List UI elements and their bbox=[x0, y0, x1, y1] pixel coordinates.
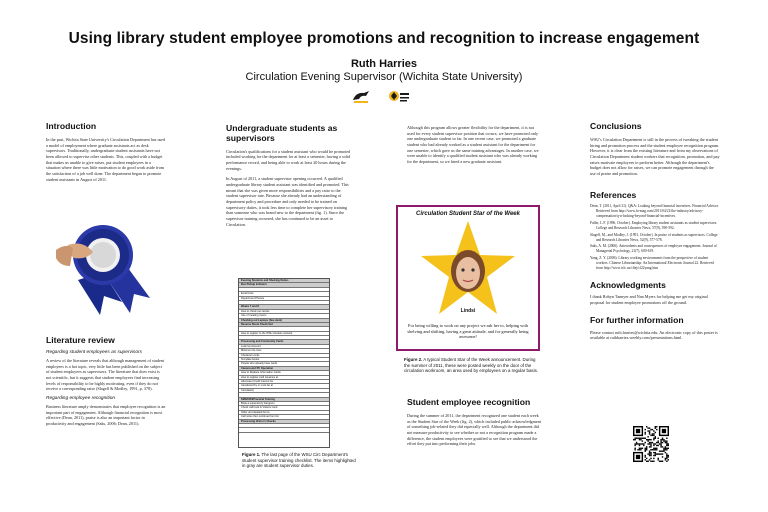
qr-module bbox=[653, 455, 654, 456]
qr-module bbox=[660, 443, 661, 444]
qr-module bbox=[650, 461, 651, 462]
author-name: Ruth Harries bbox=[350, 58, 418, 70]
qr-module bbox=[668, 459, 669, 460]
undergrad-heading: Undergraduate students as supervisors bbox=[226, 123, 338, 143]
qr-module bbox=[650, 455, 651, 456]
qr-module bbox=[639, 439, 640, 440]
qr-module bbox=[645, 448, 646, 449]
qr-module bbox=[637, 449, 638, 450]
qr-module bbox=[660, 461, 661, 462]
qr-module bbox=[655, 426, 656, 427]
qr-module bbox=[653, 430, 654, 431]
poster-title: Using library student employee promotions and recognition to increase engagement bbox=[68, 30, 700, 47]
qr-module bbox=[647, 453, 648, 454]
qr-module bbox=[662, 453, 663, 454]
qr-module bbox=[656, 453, 657, 454]
qr-module bbox=[649, 439, 650, 440]
literature-text-recognition: Business literature amply demonstrates that employee recognition is an important part of engagement. Although financial recognition is most effective (Dean, 2011), praise is also an important factor in productivity and engagement (Saks, 2006; Dean, 2011). bbox=[46, 403, 166, 426]
checklist-row: Weeks 7 and 8 bbox=[239, 305, 329, 309]
qr-module bbox=[649, 430, 650, 431]
qr-module bbox=[649, 455, 650, 456]
qr-module bbox=[653, 435, 654, 436]
qr-module bbox=[650, 446, 651, 447]
qr-module bbox=[656, 429, 657, 430]
star-quote: For being willing to work on any project we ask her to, helping with shelving and shifting, having a great attitude, and for generally being awesome! bbox=[407, 323, 529, 340]
author-affiliation: Circulation Evening Supervisor (Wichita State University) bbox=[245, 71, 523, 83]
qr-module bbox=[657, 459, 658, 460]
qr-module bbox=[662, 456, 663, 457]
references-list bbox=[590, 204, 720, 270]
figure-1-caption bbox=[242, 452, 357, 469]
qr-module bbox=[666, 443, 667, 444]
qr-module bbox=[662, 442, 663, 443]
undergrad-text-2: In August of 2011, a student supervisor opening occurred. A qualified undergraduate library student assistant was identified and promoted. This meant that she was given more responsibilities and a pay raise to the student supervisor rate. Because she already had an understanding of department policy and procedure and only needed to be trained on supervisory duties, it took less time to complete her supervisory training than someone who was brand new to the department (fig. 1). Since the supervisor training occurred, she has continued to be an asset to Circulation. bbox=[226, 176, 349, 227]
literature-heading: Literature review bbox=[46, 335, 115, 345]
acknowledgments-heading: Acknowledgments bbox=[590, 279, 666, 290]
qr-module bbox=[657, 440, 658, 441]
qr-module bbox=[650, 453, 651, 454]
qr-module bbox=[640, 443, 641, 444]
qr-module bbox=[666, 458, 667, 459]
qr-module bbox=[666, 438, 667, 439]
qr-module bbox=[634, 443, 635, 444]
qr-module bbox=[666, 445, 667, 446]
reference-item: Fuller, L.F. (1996, October). Employing library student assistants as student supervisors. College and Research Libraries News, 57(9), 590-592. bbox=[590, 220, 718, 230]
qr-module bbox=[634, 445, 635, 446]
wsu-shocker-logo bbox=[352, 90, 370, 104]
qr-module bbox=[636, 443, 637, 444]
checklist-row: How to check out carrels bbox=[239, 310, 329, 314]
column-3 bbox=[407, 125, 542, 165]
qr-module bbox=[659, 443, 660, 444]
checklist-row: Book a supervisory hangover bbox=[239, 402, 329, 406]
qr-module bbox=[655, 436, 656, 437]
qr-module bbox=[668, 445, 669, 446]
qr-module bbox=[655, 427, 656, 428]
checklist-row: Other and detailed forms bbox=[239, 411, 329, 415]
column-4 bbox=[590, 122, 720, 341]
qr-module bbox=[663, 440, 664, 441]
qr-module bbox=[649, 443, 650, 444]
qr-module bbox=[647, 436, 648, 437]
qr-module bbox=[649, 433, 650, 434]
conclusions-text: WSU's Circulation Department is still in the process of tweaking the student hiring and promotion process and the student employee recognition program. However, it is clear from the existing literature and from my observations of Circulation Department student workers that recognition, promotion, and pay raises motivate employees to perform better. Although the department's budget does not allow for raises, we can promote engagement through the use of praise and promotion. bbox=[590, 136, 720, 176]
qr-module bbox=[653, 443, 654, 444]
qr-module bbox=[657, 445, 658, 446]
qr-module bbox=[634, 448, 635, 449]
checklist-row: Processing Visitor's Checks bbox=[239, 420, 329, 424]
qr-module bbox=[653, 461, 654, 462]
qr-module bbox=[662, 450, 663, 451]
qr-module bbox=[645, 438, 646, 439]
qr-module bbox=[662, 439, 663, 440]
qr-module bbox=[662, 446, 663, 447]
qr-module bbox=[662, 438, 663, 439]
qr-module bbox=[645, 433, 646, 434]
qr-module bbox=[653, 452, 654, 453]
qr-module bbox=[645, 432, 646, 433]
qr-module bbox=[645, 455, 646, 456]
introduction-text: In the past, Wichita State University's Circulation Department has used a model of employment where graduate assistants act as desk supervisors. Traditionally, undergraduate student assistants have not been allowed to supervise other students. This, coupled with a budget that makes us unable to give raises, put student employees in a situation where there was little motivation to do good work aside from the satisfaction of a job well done. The department began to promote student assistants in August of 2011. bbox=[46, 136, 166, 182]
references-heading: References bbox=[590, 189, 637, 200]
qr-module bbox=[665, 448, 666, 449]
qr-module bbox=[645, 450, 646, 451]
qr-module bbox=[656, 426, 657, 427]
qr-module bbox=[657, 453, 658, 454]
qr-module bbox=[655, 453, 656, 454]
qr-module bbox=[652, 435, 653, 436]
qr-module bbox=[643, 438, 644, 439]
qr-module bbox=[649, 427, 650, 428]
qr-module bbox=[660, 445, 661, 446]
qr-module bbox=[655, 448, 656, 449]
column-1 bbox=[46, 122, 166, 182]
recognition-heading: Student employee recognition bbox=[407, 397, 531, 407]
qr-code-icon[interactable] bbox=[633, 426, 669, 462]
qr-module bbox=[640, 438, 641, 439]
qr-module bbox=[642, 448, 643, 449]
qr-module bbox=[646, 446, 647, 447]
qr-module bbox=[666, 448, 667, 449]
qr-module bbox=[655, 455, 656, 456]
qr-module bbox=[640, 439, 641, 440]
qr-module bbox=[646, 461, 647, 462]
qr-module bbox=[652, 461, 653, 462]
qr-module bbox=[656, 449, 657, 450]
qr-module bbox=[650, 443, 651, 444]
qr-module bbox=[660, 446, 661, 447]
qr-module bbox=[655, 438, 656, 439]
qr-module bbox=[657, 458, 658, 459]
qr-module bbox=[657, 442, 658, 443]
qr-module bbox=[639, 443, 640, 444]
qr-module bbox=[647, 461, 648, 462]
qr-module bbox=[666, 453, 667, 454]
qr-module bbox=[665, 449, 666, 450]
conclusions-heading: Conclusions bbox=[590, 121, 642, 131]
qr-module bbox=[660, 439, 661, 440]
qr-module bbox=[653, 439, 654, 440]
qr-module bbox=[657, 438, 658, 439]
qr-module bbox=[662, 461, 663, 462]
column-2 bbox=[226, 124, 351, 227]
qr-module bbox=[650, 439, 651, 440]
qr-module bbox=[663, 439, 664, 440]
qr-module bbox=[649, 446, 650, 447]
qr-module bbox=[649, 450, 650, 451]
qr-module bbox=[649, 442, 650, 443]
checklist-row: Minimum ILL fees bbox=[239, 349, 329, 353]
qr-module bbox=[636, 429, 640, 433]
qr-module bbox=[647, 443, 648, 444]
qr-module bbox=[650, 429, 651, 430]
qr-module bbox=[665, 452, 666, 453]
recognition-text: During the summer of 2011, the department recognized one student each week as the Student Star of the Week (fig. 2), which included public acknowledgment of something job-related they did especially well. Although the department did not measure productivity to see whether or not a recognition program made a difference, the student employees were gratified to see that we understood the effort they put into performing their jobs. bbox=[407, 412, 542, 447]
qr-module bbox=[653, 458, 654, 459]
qr-module bbox=[639, 448, 640, 449]
checklist-row: Camera and PC Operation bbox=[239, 367, 329, 371]
literature-text-supervisors: A review of the literature reveals that although management of student employees is a hot topic, very little has been published on the subject of student employees as supervisors. The literature that does exist is not scientific, but it suggests that student employees find increasing levels of responsibility to be highly motivating, even if they do not receive a corresponding raise (Slagell & Modley, 1991, p. 378). bbox=[46, 357, 165, 392]
wsu-libraries-logo bbox=[388, 90, 410, 104]
qr-module bbox=[649, 432, 650, 433]
qr-module bbox=[659, 450, 660, 451]
qr-module bbox=[652, 429, 653, 430]
qr-module bbox=[655, 432, 656, 433]
qr-module bbox=[668, 455, 669, 456]
qr-module bbox=[649, 452, 650, 453]
qr-module bbox=[643, 445, 644, 446]
qr-module bbox=[642, 438, 643, 439]
qr-module bbox=[637, 443, 638, 444]
figure-2-text: A typical Student Star of the Week announcement. During the summer of 2011, these were posted weekly on the door of the circulation workroom, an area used by employees on a regular basis. bbox=[404, 357, 538, 374]
training-checklist-image bbox=[238, 278, 330, 448]
qr-module bbox=[649, 459, 650, 460]
qr-module bbox=[668, 456, 669, 457]
undergrad-text-1: Circulation's qualifications for a student assistant who would be promoted included working for the department for at least a semester, having a solid performance record, and being able to work at least 20 hours during the evenings. bbox=[226, 148, 351, 171]
qr-module bbox=[646, 449, 647, 450]
literature-section bbox=[46, 336, 166, 427]
qr-module bbox=[653, 445, 654, 446]
checklist-row: How to Replace Information Cards bbox=[239, 371, 329, 375]
checklist-row: Advocate (Credit Cannot be bbox=[239, 380, 329, 384]
qr-module bbox=[653, 449, 654, 450]
qr-module bbox=[647, 427, 648, 428]
qr-module bbox=[637, 438, 638, 439]
qr-module bbox=[649, 453, 650, 454]
checklist-row: Email Lists bbox=[239, 292, 329, 296]
checklist-row: Checking out Laptops (See desk) bbox=[239, 319, 329, 323]
qr-module bbox=[656, 448, 657, 449]
qr-module bbox=[655, 452, 656, 453]
further-info-heading: For further information bbox=[590, 314, 684, 325]
qr-module bbox=[639, 438, 640, 439]
qr-module bbox=[666, 440, 667, 441]
qr-module bbox=[646, 439, 647, 440]
qr-module bbox=[647, 430, 648, 431]
qr-module bbox=[634, 449, 635, 450]
recognition-section bbox=[407, 398, 542, 447]
qr-module bbox=[665, 442, 666, 443]
checklist-row: Look Up Account bbox=[239, 345, 329, 349]
qr-module bbox=[666, 461, 667, 462]
qr-module bbox=[643, 443, 644, 444]
qr-module bbox=[652, 449, 653, 450]
qr-module bbox=[668, 443, 669, 444]
qr-module bbox=[662, 429, 666, 433]
checklist-row: SMS/CR3/Practical Training bbox=[239, 398, 329, 402]
figure-2-caption bbox=[404, 357, 538, 374]
qr-module bbox=[660, 442, 661, 443]
qr-module bbox=[666, 456, 667, 457]
qr-module bbox=[660, 450, 661, 451]
reference-item: Dean, T. (2011, April 21). Q&A: Looking beyond financial incentives. Financial Advisor. Retrieved from http://www.fa-mag.com/2011/04/21/the-industry/advisory-compensation/q-a-looking-beyond-financial-incentives. bbox=[590, 204, 719, 219]
figure-1-text: The last page of the WSU Circ Department's student supervisor training checklist. The items highlighted in gray are student supervisor duties. bbox=[242, 452, 356, 469]
further-info-text: Please contact ruth.harries@wichita.edu. An electronic copy of this poster is available at ruthharries.weebly.com/presentations.html. bbox=[590, 329, 718, 341]
qr-module bbox=[647, 440, 648, 441]
qr-module bbox=[650, 452, 651, 453]
qr-module bbox=[640, 448, 641, 449]
checklist-row: Checkout Limits bbox=[239, 354, 329, 358]
figure-2-label: Figure 2. bbox=[404, 357, 423, 362]
qr-module bbox=[656, 445, 657, 446]
qr-module bbox=[646, 458, 647, 459]
qr-module bbox=[640, 449, 641, 450]
checklist-row: People who already have cards bbox=[239, 362, 329, 366]
qr-module bbox=[645, 429, 646, 430]
qr-module bbox=[642, 443, 643, 444]
checklist-row: Circulation) bbox=[239, 389, 329, 393]
qr-module bbox=[665, 440, 666, 441]
qr-module bbox=[660, 453, 661, 454]
qr-module bbox=[663, 449, 664, 450]
qr-module bbox=[652, 442, 653, 443]
qr-module bbox=[666, 442, 667, 443]
qr-module bbox=[633, 439, 634, 440]
qr-module bbox=[653, 438, 654, 439]
checklist-row: Check call book & Visitors Card bbox=[239, 406, 329, 410]
qr-module bbox=[646, 426, 647, 427]
qr-module bbox=[666, 449, 667, 450]
qr-module bbox=[653, 433, 654, 434]
qr-module bbox=[665, 446, 666, 447]
qr-module bbox=[650, 442, 651, 443]
reference-item: Slagell, M., and Modley, J. (1991, October). In praise of students as supervisors. College and Research Libraries News, 52(9), 577-578. bbox=[590, 232, 718, 242]
qr-module bbox=[659, 453, 660, 454]
checklist-row: Department Phones bbox=[239, 297, 329, 301]
qr-module bbox=[665, 458, 666, 459]
qr-module bbox=[636, 442, 637, 443]
qr-module bbox=[642, 440, 643, 441]
qr-module bbox=[659, 461, 660, 462]
checklist-row: How to register card issuance at bbox=[239, 376, 329, 380]
checklist-row: Reserve Room Check Out bbox=[239, 323, 329, 327]
qr-module bbox=[655, 443, 656, 444]
qr-module bbox=[650, 435, 651, 436]
qr-module bbox=[636, 455, 640, 459]
qr-module bbox=[636, 438, 637, 439]
qr-module bbox=[666, 455, 667, 456]
checklist-row: Use of meeting rooms bbox=[239, 314, 329, 318]
checklist-row: How to register to the WSU wireless network bbox=[239, 332, 329, 336]
qr-module bbox=[650, 449, 651, 450]
checklist-row: Template books bbox=[239, 358, 329, 362]
qr-module bbox=[645, 449, 646, 450]
qr-module bbox=[645, 456, 646, 457]
qr-module bbox=[668, 448, 669, 449]
literature-subheading-supervisors: Regarding student employees as supervisors bbox=[46, 349, 142, 355]
checklist-row: Bus Pickup & Return bbox=[239, 283, 329, 287]
literature-subheading-recognition: Regarding employee recognition bbox=[46, 395, 116, 401]
star-of-week-poster bbox=[396, 205, 540, 351]
qr-module bbox=[646, 448, 647, 449]
checklist-row bbox=[239, 428, 329, 432]
qr-module bbox=[655, 449, 656, 450]
qr-module bbox=[653, 448, 654, 449]
checklist-row: Evening Students and Shelving Duties bbox=[239, 279, 329, 283]
checklist-row: Call notes then continue from list bbox=[239, 415, 329, 419]
introduction-heading: Introduction bbox=[46, 121, 97, 131]
star-poster-title: Circulation Student Star of the Week bbox=[416, 211, 520, 217]
qr-module bbox=[650, 445, 651, 446]
qr-module bbox=[665, 459, 666, 460]
acknowledgments-text: I thank Robyn Tannyer and Nan Myers for helping me get my original proposal for student employee promotions off the ground. bbox=[590, 294, 708, 306]
star-name: Lindsi bbox=[460, 308, 476, 314]
figure-1-label: Figure 1. bbox=[242, 452, 261, 457]
qr-module bbox=[639, 449, 640, 450]
reference-item: Saks, A. M. (2006). Antecedents and consequences of employee engagement. Journal of Managerial Psychology, 21(7), 600-619. bbox=[590, 244, 717, 254]
qr-module bbox=[634, 438, 635, 439]
col3-text: Although this program allows greater flexibility for the department, it is not used for every student supervisor position that occurs; we have promoted only one undergraduate student so far. In one recent case, we promoted a graduate student who had already worked as a student assistant for the department for one semester, which gave us the same training advantages. In another case, we were unable to identify a qualified student assistant who was already working for the department, so we hired a new graduate assistant. bbox=[407, 125, 539, 165]
star-photo-image bbox=[420, 219, 516, 319]
qr-module bbox=[663, 448, 664, 449]
qr-module bbox=[656, 442, 657, 443]
checklist-row: Processing and Community Cards bbox=[239, 340, 329, 344]
checklist-row: transferred by or must be at bbox=[239, 384, 329, 388]
award-ribbon-image bbox=[48, 210, 163, 325]
qr-module bbox=[645, 459, 646, 460]
qr-module bbox=[652, 433, 653, 434]
qr-module bbox=[647, 439, 648, 440]
qr-module bbox=[650, 458, 651, 459]
qr-module bbox=[634, 439, 635, 440]
qr-module bbox=[645, 442, 646, 443]
reference-item: Yang, Z. Y. (2006). Library working environments from the perspective of student workers. Chinese Librarianship: An International Electronic Journal 22. Retrieved from http://www.iclc.us/cliej/cl22yang.htm bbox=[590, 256, 714, 270]
qr-module bbox=[660, 440, 661, 441]
qr-module bbox=[663, 450, 664, 451]
qr-module bbox=[639, 445, 640, 446]
